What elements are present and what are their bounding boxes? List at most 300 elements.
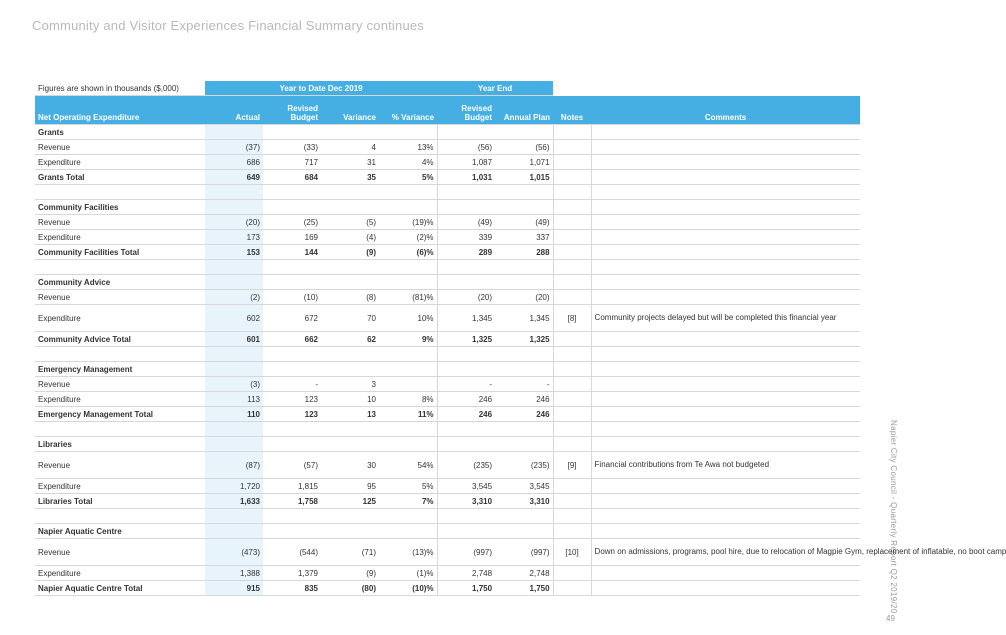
comment-cell [591,170,860,185]
spacer-cell [321,422,379,437]
empty-cell [495,524,553,539]
spacer-cell [495,260,553,275]
empty-cell [591,437,860,452]
spacer-cell [321,260,379,275]
column-header: Revised Budget [263,96,321,125]
value-cell: 11% [379,407,437,422]
value-cell: 288 [495,245,553,260]
value-cell: 1,325 [495,332,553,347]
section-title: Community Advice [35,275,205,290]
empty-cell [321,524,379,539]
total-row [35,170,860,185]
value-cell: 672 [263,305,321,332]
value-cell: 2,748 [495,566,553,581]
empty-cell [495,437,553,452]
spacer-row [35,185,860,200]
comment-cell [591,230,860,245]
value-cell: 2,748 [437,566,495,581]
spacer-row [35,422,860,437]
row-label: Napier Aquatic Centre Total [35,581,205,596]
value-cell: (57) [263,452,321,479]
value-cell: 153 [205,245,263,260]
value-cell: (80) [321,581,379,596]
comment-cell [591,581,860,596]
section-header-row [35,200,860,215]
figures-note: Figures are shown in thousands ($,000) [35,81,205,96]
empty-cell [437,125,495,140]
value-cell: (56) [437,140,495,155]
table-row [35,566,860,581]
notes-cell [553,581,591,596]
value-cell: 8% [379,392,437,407]
value-cell: 3,310 [495,494,553,509]
spacer-cell [495,509,553,524]
spacer-cell [437,260,495,275]
value-cell: (56) [495,140,553,155]
value-cell: 601 [205,332,263,347]
spacer-cell [205,347,263,362]
notes-cell [553,479,591,494]
value-cell: 13% [379,140,437,155]
spacer-cell [205,185,263,200]
empty-cell [321,437,379,452]
spacer-cell [321,509,379,524]
value-cell: 915 [205,581,263,596]
empty-cell [591,524,860,539]
value-cell: 684 [263,170,321,185]
notes-cell: [10] [553,539,591,566]
value-cell: 246 [437,407,495,422]
year-to-date-group-header: Year to Date Dec 2019 [205,81,437,96]
value-cell: (49) [437,215,495,230]
page-number: 49 [886,614,895,623]
notes-cell: [9] [553,452,591,479]
comment-cell [591,290,860,305]
section-header-row [35,362,860,377]
value-cell: 3,545 [437,479,495,494]
value-cell: (544) [263,539,321,566]
value-cell: 1,388 [205,566,263,581]
value-cell: 246 [437,392,495,407]
comment-cell [591,566,860,581]
section-header-row [35,437,860,452]
spacer-cell [495,422,553,437]
table-row [35,290,860,305]
column-header: Annual Plan [495,96,553,125]
comment-cell [591,245,860,260]
empty-cell [379,275,437,290]
empty-cell [205,275,263,290]
empty-cell [437,275,495,290]
spacer-cell [591,185,860,200]
section-title: Emergency Management [35,362,205,377]
row-label: Revenue [35,377,205,392]
table-row [35,539,860,566]
total-row [35,494,860,509]
value-cell: 5% [379,170,437,185]
row-label: Emergency Management Total [35,407,205,422]
value-cell: (37) [205,140,263,155]
spacer-cell [591,347,860,362]
value-cell: 3 [321,377,379,392]
value-cell: 246 [495,392,553,407]
value-cell: (10) [263,290,321,305]
value-cell: 1,071 [495,155,553,170]
spacer-cell [553,509,591,524]
value-cell: (87) [205,452,263,479]
spacer-cell [263,422,321,437]
table-row [35,305,860,332]
column-header: Notes [553,96,591,125]
spacer-cell [205,509,263,524]
comment-cell [591,140,860,155]
value-cell: (20) [205,215,263,230]
value-cell: (997) [437,539,495,566]
value-cell: 113 [205,392,263,407]
empty-cell [379,362,437,377]
empty-cell [205,362,263,377]
empty-cell [495,362,553,377]
comment-cell [591,392,860,407]
spacer-cell [553,422,591,437]
value-cell: 1,379 [263,566,321,581]
spacer-cell [321,185,379,200]
table-row [35,377,860,392]
value-cell: (235) [437,452,495,479]
empty-cell [263,275,321,290]
row-label: Community Advice Total [35,332,205,347]
comment-cell: Community projects delayed but will be completed this financial year [591,305,860,332]
notes-cell [553,290,591,305]
value-cell: 1,031 [437,170,495,185]
row-label: Expenditure [35,566,205,581]
comment-cell [591,332,860,347]
value-cell: 62 [321,332,379,347]
value-cell: (1)% [379,566,437,581]
comment-cell [591,377,860,392]
total-row [35,581,860,596]
comment-cell [591,494,860,509]
spacer-cell [205,422,263,437]
column-header: Revised Budget [437,96,495,125]
empty-cell [263,362,321,377]
value-cell: 3,545 [495,479,553,494]
table-row [35,392,860,407]
empty-cell [379,125,437,140]
section-title: Libraries [35,437,205,452]
empty-cell [205,125,263,140]
value-cell: 95 [321,479,379,494]
empty-cell [263,125,321,140]
spacer-cell [495,185,553,200]
empty-cell [437,200,495,215]
empty-cell [553,437,591,452]
spacer-row [35,509,860,524]
comment-cell [591,479,860,494]
spacer-cell [263,509,321,524]
value-cell: (6)% [379,245,437,260]
section-title: Community Facilities [35,200,205,215]
value-cell: (4) [321,230,379,245]
empty-cell [379,200,437,215]
spacer-cell [437,422,495,437]
value-cell: 4% [379,155,437,170]
value-cell: - [437,377,495,392]
spacer-cell [35,260,205,275]
value-cell: 35 [321,170,379,185]
value-cell: - [495,377,553,392]
value-cell: 123 [263,407,321,422]
spacer-cell [379,260,437,275]
notes-cell [553,245,591,260]
notes-cell [553,407,591,422]
report-name: Napier City Council - Quarterly Report Q2 2019/20 [889,420,898,614]
value-cell: 662 [263,332,321,347]
empty-cell [553,524,591,539]
value-cell: (10)% [379,581,437,596]
value-cell: (2)% [379,230,437,245]
value-cell: 3,310 [437,494,495,509]
value-cell: 1,087 [437,155,495,170]
table-group-header-row [35,81,860,96]
spacer-cell [379,509,437,524]
section-header-row [35,125,860,140]
value-cell: (9) [321,245,379,260]
section-header-row [35,524,860,539]
value-cell: 1,345 [495,305,553,332]
empty-cell [591,200,860,215]
value-cell: 1,345 [437,305,495,332]
value-cell: (71) [321,539,379,566]
empty-cell [495,275,553,290]
empty-cell [321,125,379,140]
row-label: Libraries Total [35,494,205,509]
row-label: Revenue [35,290,205,305]
spacer-cell [553,185,591,200]
spacer-cell [263,347,321,362]
side-footer-text [884,420,904,614]
table-row [35,479,860,494]
comment-cell [591,215,860,230]
value-cell: (25) [263,215,321,230]
value-cell: 686 [205,155,263,170]
spacer-cell [379,185,437,200]
value-cell: 1,750 [495,581,553,596]
value-cell: 10% [379,305,437,332]
empty-cell [437,437,495,452]
row-label: Revenue [35,452,205,479]
notes-cell [553,230,591,245]
value-cell: 246 [495,407,553,422]
empty-cell [205,437,263,452]
value-cell: 649 [205,170,263,185]
notes-cell [553,494,591,509]
row-label: Expenditure [35,230,205,245]
spacer-cell [205,260,263,275]
notes-cell [553,332,591,347]
table-row [35,215,860,230]
column-header: Net Operating Expenditure [35,96,205,125]
empty-cell [553,125,591,140]
value-cell: 602 [205,305,263,332]
value-cell: (81)% [379,290,437,305]
value-cell: 123 [263,392,321,407]
value-cell: (19)% [379,215,437,230]
value-cell: 144 [263,245,321,260]
value-cell: (8) [321,290,379,305]
empty-cell [553,275,591,290]
value-cell: 31 [321,155,379,170]
section-title: Napier Aquatic Centre [35,524,205,539]
empty-cell [321,362,379,377]
row-label: Revenue [35,539,205,566]
spacer-cell [379,347,437,362]
notes-cell [553,215,591,230]
spacer-cell [379,422,437,437]
empty-cell [591,125,860,140]
empty-cell [205,524,263,539]
notes-cell [553,155,591,170]
empty-cell [263,524,321,539]
spacer-row [35,260,860,275]
total-row [35,245,860,260]
comment-cell [591,407,860,422]
spacer-cell [263,260,321,275]
value-cell: (49) [495,215,553,230]
spacer-cell [263,185,321,200]
value-cell: 337 [495,230,553,245]
column-header: Actual [205,96,263,125]
empty-cell [437,362,495,377]
spacer-cell [35,185,205,200]
notes-cell [553,170,591,185]
spacer-cell [553,260,591,275]
empty-cell [263,200,321,215]
row-label: Grants Total [35,170,205,185]
row-label: Revenue [35,215,205,230]
value-cell: 173 [205,230,263,245]
value-cell [379,377,437,392]
value-cell: (2) [205,290,263,305]
spacer-cell [35,347,205,362]
empty-cell [437,524,495,539]
empty-cell [379,437,437,452]
empty-cell [591,362,860,377]
spacer-cell [437,347,495,362]
value-cell: 1,815 [263,479,321,494]
spacer-cell [35,422,205,437]
value-cell: (9) [321,566,379,581]
spacer-cell [437,185,495,200]
total-row [35,407,860,422]
spacer-row [35,347,860,362]
spacer-cell [495,347,553,362]
value-cell: 5% [379,479,437,494]
empty-cell [553,362,591,377]
spacer-cell [591,422,860,437]
value-cell: 9% [379,332,437,347]
value-cell: 13 [321,407,379,422]
value-cell: (473) [205,539,263,566]
empty-cell [379,524,437,539]
value-cell: 1,750 [437,581,495,596]
empty-cell [263,437,321,452]
notes-cell: [8] [553,305,591,332]
value-cell: 339 [437,230,495,245]
year-end-group-header: Year End [437,81,553,96]
value-cell: 4 [321,140,379,155]
notes-cell [553,377,591,392]
value-cell: 717 [263,155,321,170]
table-row [35,452,860,479]
row-label: Expenditure [35,155,205,170]
value-cell: - [263,377,321,392]
page-title: Community and Visitor Experiences Financial Summary continues [32,18,425,33]
value-cell: 289 [437,245,495,260]
value-cell: 1,633 [205,494,263,509]
row-label: Expenditure [35,479,205,494]
row-label: Revenue [35,140,205,155]
spacer-cell [591,260,860,275]
spacer-cell [321,347,379,362]
value-cell: (20) [495,290,553,305]
column-header: Variance [321,96,379,125]
spacer-cell [437,509,495,524]
section-header-row [35,275,860,290]
value-cell: 54% [379,452,437,479]
value-cell: (997) [495,539,553,566]
total-row [35,332,860,347]
value-cell: 1,758 [263,494,321,509]
value-cell: 70 [321,305,379,332]
value-cell: 110 [205,407,263,422]
value-cell: (13)% [379,539,437,566]
section-title: Grants [35,125,205,140]
value-cell: 7% [379,494,437,509]
value-cell: 1,720 [205,479,263,494]
table-row [35,230,860,245]
empty-cell [553,200,591,215]
value-cell: (3) [205,377,263,392]
table-column-header-row [35,96,860,125]
value-cell: 10 [321,392,379,407]
empty-cell [321,275,379,290]
empty-cell [591,275,860,290]
row-label: Community Facilities Total [35,245,205,260]
empty-cell [495,200,553,215]
comment-cell: Down on admissions, programs, pool hire, due to relocation of Magpie Gym, replacement of inflatable, no boot camp [591,539,860,566]
value-cell: (20) [437,290,495,305]
table-row [35,155,860,170]
notes-cell [553,566,591,581]
empty-cell [321,200,379,215]
comment-cell: Financial contributions from Te Awa not budgeted [591,452,860,479]
row-label: Expenditure [35,305,205,332]
column-header: % Variance [379,96,437,125]
value-cell: (5) [321,215,379,230]
value-cell: 835 [263,581,321,596]
notes-cell [553,392,591,407]
row-label: Expenditure [35,392,205,407]
empty-cell [205,200,263,215]
notes-cell [553,140,591,155]
value-cell: (33) [263,140,321,155]
column-header: Comments [591,96,860,125]
spacer-cell [553,347,591,362]
table-row [35,140,860,155]
comment-cell [591,155,860,170]
empty-cell [495,125,553,140]
